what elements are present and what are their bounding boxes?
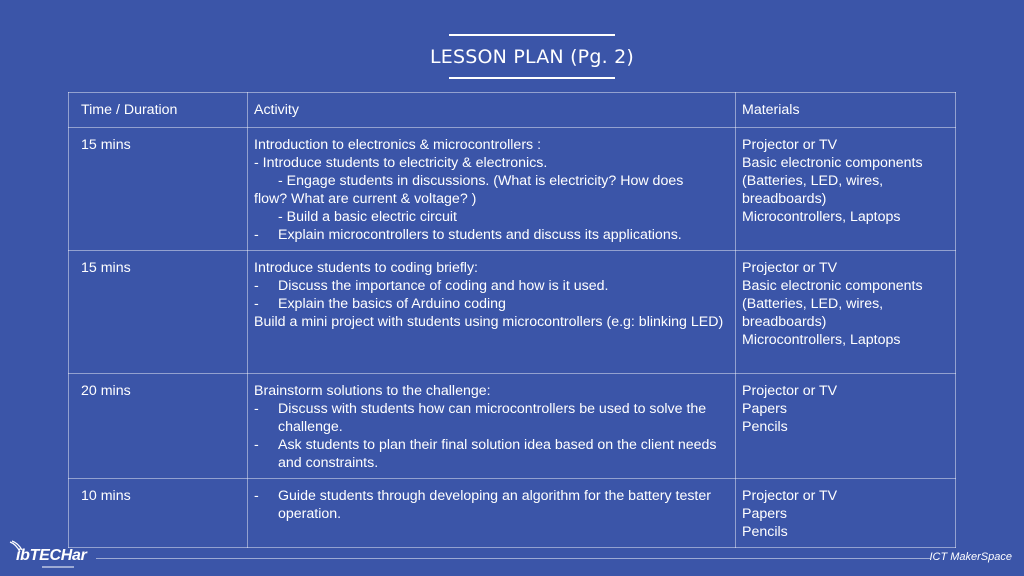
activity-cell (248, 374, 736, 479)
materials-cell (736, 251, 956, 374)
table-header-row (69, 93, 956, 128)
activity-line: - Guide students through developing an algorithm for the battery tester operation. (254, 487, 729, 523)
title-block (0, 34, 1024, 79)
material-item: (Batteries, LED, wires, (742, 296, 884, 312)
material-item: (Batteries, LED, wires, (742, 173, 884, 189)
material-item: Papers (742, 506, 787, 522)
activity-line: - Explain microcontrollers to students and discuss its applications. (254, 226, 729, 244)
material-item: Microcontrollers, Laptops (742, 209, 901, 225)
activity-cell (248, 128, 736, 251)
materials-cell (736, 479, 956, 548)
header-materials: Materials (736, 93, 956, 128)
arabic-script-mark (42, 565, 74, 569)
material-item: Projector or TV (742, 137, 838, 153)
lesson-plan-table (68, 92, 956, 548)
material-item: Basic electronic components (742, 278, 923, 294)
header-time: Time / Duration (69, 93, 248, 128)
footer-rule (96, 558, 930, 559)
activity-line: flow? What are current & voltage? ) (254, 191, 477, 207)
material-item: Basic electronic components (742, 155, 923, 171)
activity-line: - Explain the basics of Arduino coding (254, 295, 729, 313)
material-item: Microcontrollers, Laptops (742, 332, 901, 348)
time-cell: 20 mins (69, 374, 248, 479)
activity-line: Build a mini project with students using microcontrollers (e.g: blinking LED) (254, 314, 724, 330)
activity-line: Introduction to electronics & microcontrollers : (254, 137, 542, 153)
activity-line: - Introduce students to electricity & electronics. (254, 155, 548, 171)
table-row (69, 374, 956, 479)
time-cell: 15 mins (69, 128, 248, 251)
activity-line: Brainstorm solutions to the challenge: (254, 383, 491, 399)
page-title: LESSON PLAN (Pg. 2) (430, 46, 634, 68)
table-row (69, 128, 956, 251)
footer (0, 540, 1024, 576)
activity-line: - Engage students in discussions. (What is electricity? How does (278, 173, 684, 189)
ibtechar-logo (8, 540, 98, 574)
activity-line: Introduce students to coding briefly: (254, 260, 478, 276)
material-item: Projector or TV (742, 260, 838, 276)
material-item: Pencils (742, 419, 788, 435)
material-item: Papers (742, 401, 787, 417)
activity-cell (248, 479, 736, 548)
activity-line: - Ask students to plan their final solution idea based on the client needs and constraints. (254, 436, 729, 472)
material-item: Projector or TV (742, 488, 838, 504)
activity-line: - Discuss the importance of coding and how is it used. (254, 277, 729, 295)
materials-cell (736, 374, 956, 479)
activity-line: - Build a basic electric circuit (278, 209, 457, 225)
logo-text: ibTECHar (16, 547, 87, 564)
header-activity: Activity (248, 93, 736, 128)
material-item: breadboards) (742, 191, 827, 207)
time-cell: 10 mins (69, 479, 248, 548)
activity-cell (248, 251, 736, 374)
material-item: Pencils (742, 524, 788, 540)
materials-cell (736, 128, 956, 251)
material-item: Projector or TV (742, 383, 838, 399)
activity-line: - Discuss with students how can microcontrollers be used to solve the challenge. (254, 400, 729, 436)
title-bottom-rule (449, 77, 615, 79)
time-cell: 15 mins (69, 251, 248, 374)
table-row (69, 479, 956, 548)
table-row (69, 251, 956, 374)
footer-brand: ICT MakerSpace (929, 551, 1012, 563)
material-item: breadboards) (742, 314, 827, 330)
